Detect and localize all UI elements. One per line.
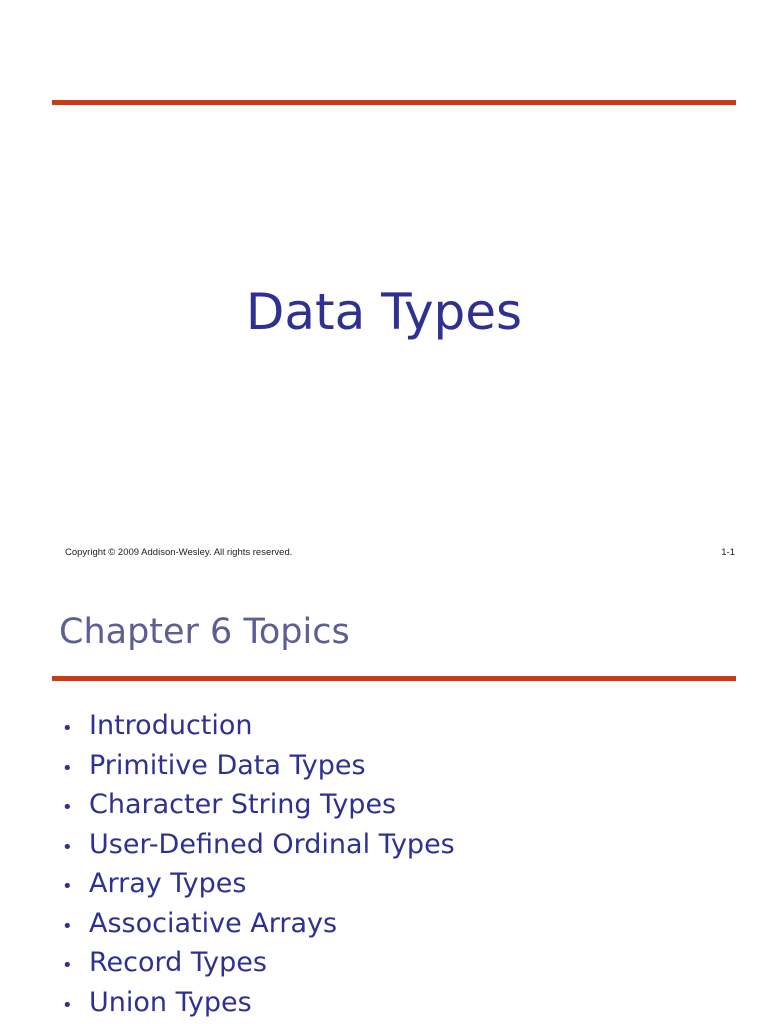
slide-chapter-topics <box>0 576 768 1024</box>
bullet-icon: • <box>62 836 73 858</box>
bullet-icon: • <box>62 757 73 779</box>
bullet-icon: • <box>62 915 73 937</box>
bullet-icon: • <box>62 718 73 739</box>
list-item <box>62 746 455 786</box>
topic-label: Union Types <box>89 986 252 1018</box>
page-number: 1-1 <box>721 547 735 558</box>
list-item <box>62 825 455 865</box>
list-item <box>62 983 455 1023</box>
list-item <box>62 904 455 944</box>
topic-label: Array Types <box>89 868 247 899</box>
bullet-icon: • <box>62 955 73 976</box>
topic-label: Introduction <box>89 710 253 741</box>
list-item <box>62 943 455 983</box>
topics-list <box>62 706 455 1022</box>
list-item <box>62 706 455 746</box>
topic-label: User-Defined Ordinal Types <box>89 828 455 860</box>
bullet-icon: • <box>62 876 73 897</box>
topic-label: Character String Types <box>89 789 397 820</box>
topic-label: Primitive Data Types <box>89 749 366 781</box>
slide-title: Data Types <box>245 283 523 341</box>
copyright-footer: Copyright © 2009 Addison-Wesley. All rights reserved. <box>65 547 293 558</box>
heading-accent-rule <box>52 676 736 681</box>
list-item <box>62 864 455 904</box>
topic-label: Record Types <box>89 947 267 978</box>
topic-label: Associative Arrays <box>89 907 338 939</box>
slide-heading: Chapter 6 Topics <box>59 612 350 652</box>
bullet-icon: • <box>62 994 73 1016</box>
top-accent-rule <box>52 100 736 105</box>
bullet-icon: • <box>62 797 73 818</box>
list-item <box>62 785 455 825</box>
